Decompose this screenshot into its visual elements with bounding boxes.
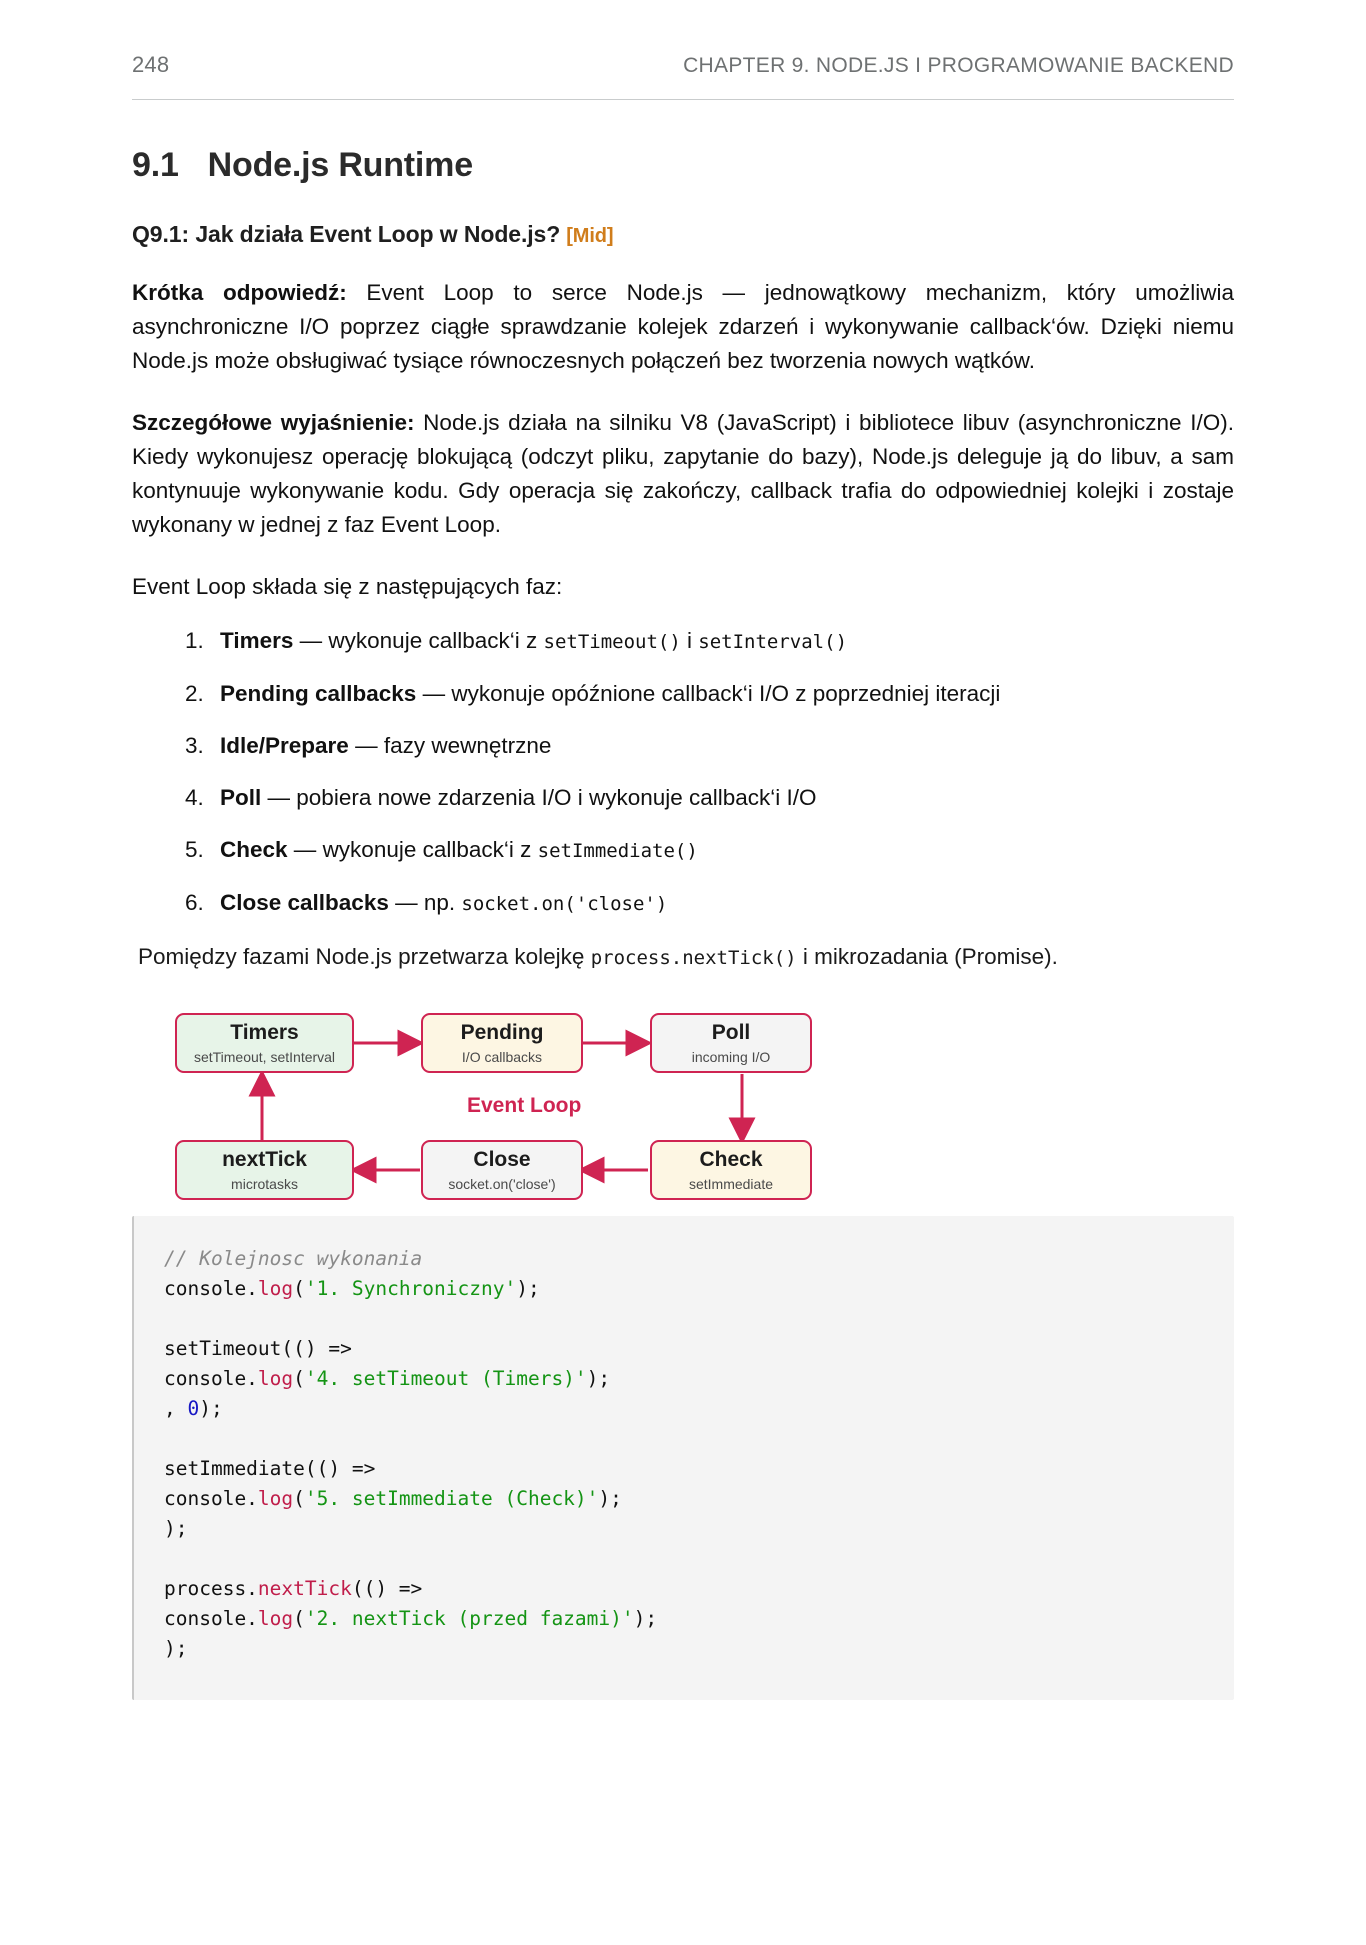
diagram-node-timers: [175, 1013, 354, 1073]
code-token: (() =>: [351, 1577, 423, 1600]
list-item: [210, 835, 1234, 866]
phase-dash: —: [416, 681, 452, 706]
code-token: );: [164, 1637, 188, 1660]
list-item: [210, 731, 1234, 761]
phases-list: [132, 626, 1234, 919]
diagram-node-close: [421, 1140, 583, 1200]
phase-text: wykonuje opóźnione callback‘i I/O z poprzedniej iteracji: [451, 681, 1001, 706]
diagram-node-nexttick: [175, 1140, 354, 1200]
phase-text: wykonuje callback‘i z: [328, 628, 544, 653]
code-token: '5. setImmediate (Check)': [304, 1487, 599, 1510]
phase-name: Close callbacks: [220, 890, 389, 915]
phase-dash: —: [287, 837, 323, 862]
phase-text-mid: i: [680, 628, 699, 653]
code-token: (: [293, 1277, 305, 1300]
phase-dash: —: [261, 785, 297, 810]
code-token: // Kolejnosc wykonania: [164, 1247, 423, 1270]
code-token: );: [633, 1607, 658, 1630]
phase-name: Poll: [220, 785, 262, 810]
microtasks-note-part1: Pomiędzy fazami Node.js przetwarza kolejkę: [138, 944, 591, 969]
list-item: [210, 626, 1234, 657]
microtasks-note: [138, 941, 1234, 974]
diagram-node-pending: [421, 1013, 583, 1073]
microtasks-note-part2: i mikrozadania (Promise).: [796, 944, 1058, 969]
code-token: setTimeout(() =>: [164, 1337, 352, 1360]
code-token: setImmediate(() =>: [164, 1457, 376, 1480]
phase-text: fazy wewnętrzne: [383, 733, 552, 758]
list-item: [210, 888, 1234, 919]
phase-text: wykonuje callback‘i z: [322, 837, 538, 862]
code-token: log: [257, 1607, 294, 1630]
node-title: nextTick: [222, 1148, 307, 1171]
code-token: (: [293, 1607, 305, 1630]
question-heading: [132, 221, 1234, 248]
node-title: Timers: [230, 1021, 299, 1044]
microtasks-note-code: process.nextTick(): [590, 947, 797, 969]
phase-name: Timers: [220, 628, 294, 653]
code-block: [132, 1216, 1234, 1700]
question-text: Q9.1: Jak działa Event Loop w Node.js?: [132, 221, 561, 247]
event-loop-diagram: [132, 998, 1234, 1194]
page-number: 248: [132, 52, 170, 77]
code-token: console.: [164, 1607, 258, 1630]
code-token: );: [199, 1397, 223, 1420]
code-token: log: [257, 1487, 294, 1510]
code-token: (: [293, 1367, 305, 1390]
section-heading: [132, 146, 1234, 185]
node-title: Poll: [711, 1021, 751, 1044]
code-content: [164, 1244, 1204, 1664]
node-subtitle: setTimeout, setInterval: [193, 1049, 336, 1065]
phase-text: pobiera nowe zdarzenia I/O i wykonuje callback‘i I/O: [296, 785, 817, 810]
node-subtitle: microtasks: [231, 1176, 298, 1192]
node-title: Pending: [460, 1021, 544, 1044]
phase-text: np.: [423, 890, 462, 915]
node-subtitle: I/O callbacks: [461, 1049, 543, 1065]
phase-name: Idle/Prepare: [220, 733, 349, 758]
code-token: log: [257, 1367, 294, 1390]
phase-code-1: setTimeout(): [543, 631, 681, 653]
short-answer-label: Krótka odpowiedź:: [132, 280, 347, 305]
code-token: );: [598, 1487, 622, 1510]
section-number: 9.1: [132, 146, 179, 184]
chapter-title: CHAPTER 9. NODE.JS I PROGRAMOWANIE BACKEND: [683, 54, 1234, 77]
header-divider: [132, 99, 1234, 100]
event-loop-center-label: Event Loop: [467, 1094, 582, 1117]
diagram-node-check: [650, 1140, 812, 1200]
phase-name: Check: [220, 837, 288, 862]
code-token: );: [164, 1517, 188, 1540]
code-token: );: [586, 1367, 611, 1390]
detailed-answer-label: Szczegółowe wyjaśnienie:: [132, 410, 415, 435]
difficulty-badge: [Mid]: [566, 225, 614, 247]
code-token: console.: [164, 1367, 258, 1390]
phase-dash: —: [348, 733, 384, 758]
node-subtitle: incoming I/O: [691, 1049, 771, 1065]
detailed-answer-text: Node.js działa na silniku V8 (JavaScript) i bibliotece libuv (asynchroniczne I/O). Kiedy wykonujesz operację blokującą (odczyt pliku, zapytanie do bazy), Node.js deleguje ją do libuv, a sam kontynuuje wykonywanie kodu. Gdy operacja się zakończy, callback trafia do odpowiedniej kolejki i zostaje wykonany w jednej z faz Event Loop.: [132, 410, 1234, 537]
code-token: nextTick: [257, 1577, 352, 1600]
short-answer-paragraph: [132, 276, 1234, 378]
code-token: log: [257, 1277, 294, 1300]
code-token: );: [516, 1277, 540, 1300]
code-token: '2. nextTick (przed fazami)': [304, 1607, 634, 1630]
code-token: (: [293, 1487, 305, 1510]
code-token: '4. setTimeout (Timers)': [304, 1367, 587, 1390]
list-item: [210, 783, 1234, 813]
phase-dash: —: [293, 628, 329, 653]
phases-intro: Event Loop składa się z następujących faz:: [132, 574, 563, 599]
node-subtitle: socket.on('close'): [448, 1176, 556, 1192]
detailed-answer-paragraph: [132, 406, 1234, 542]
phase-name: Pending callbacks: [220, 681, 417, 706]
node-subtitle: setImmediate: [688, 1176, 774, 1192]
phase-dash: —: [388, 890, 424, 915]
phase-code-1: setImmediate(): [537, 840, 698, 862]
diagram-node-poll: [650, 1013, 812, 1073]
node-title: Close: [473, 1148, 531, 1171]
list-item: [210, 679, 1234, 709]
code-token: console.: [164, 1277, 258, 1300]
node-title: Check: [699, 1148, 763, 1171]
code-token: ,: [164, 1397, 188, 1420]
phase-code-1: socket.on('close'): [461, 893, 668, 915]
code-token: console.: [164, 1487, 258, 1510]
section-title-text: Node.js Runtime: [207, 146, 473, 184]
short-answer-text: Event Loop to serce Node.js — jednowątkowy mechanizm, który umożliwia asynchroniczne I/O poprzez ciągłe sprawdzanie kolejek zdarzeń i wykonywanie callback‘ów. Dzięki niemu Node.js może obsługiwać tysiące równoczesnych połączeń bez tworzenia nowych wątków.: [132, 280, 1235, 373]
code-token: '1. Synchroniczny': [304, 1277, 517, 1300]
phase-code-2: setInterval(): [698, 631, 848, 653]
code-token: 0: [187, 1397, 200, 1420]
running-header: [132, 0, 1234, 78]
code-token: process.: [164, 1577, 258, 1600]
